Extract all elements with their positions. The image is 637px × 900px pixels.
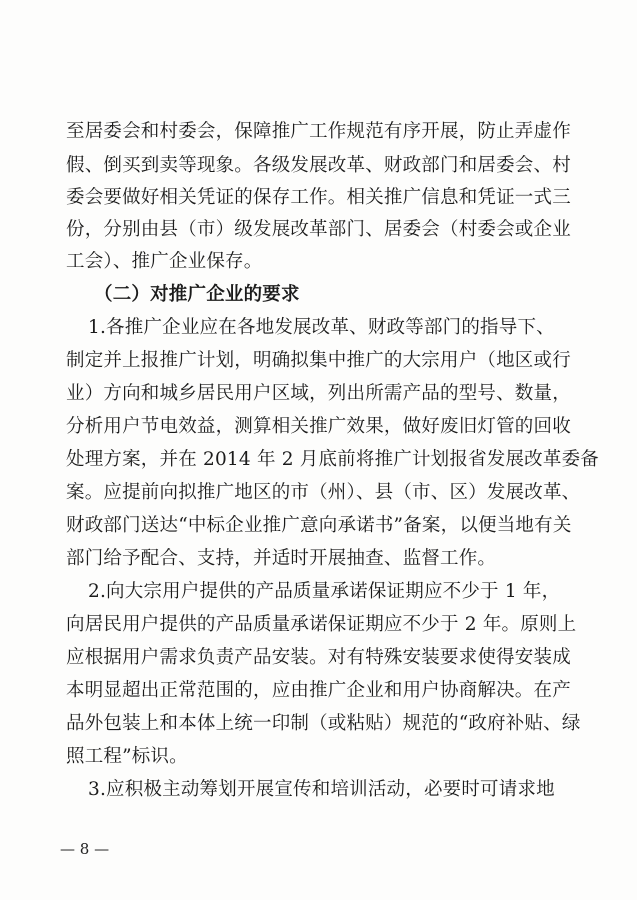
paragraph-line: 品外包装上和本体上统一印制（或粘贴）规范的“政府补贴、绿 <box>66 713 581 734</box>
paragraph-line: 工会）、推广企业保存。 <box>66 251 263 272</box>
paragraph-line: 本明显超出正常范围的，应由推广企业和用户协商解决。在产 <box>66 680 571 701</box>
paragraph-line: 至居委会和村委会，保障推广工作规范有序开展，防止弄虚作 <box>66 121 571 142</box>
section-heading: （二）对推广企业的要求 <box>94 284 300 305</box>
paragraph-line: 分析用户节电效益，测算相关推广效果，做好废旧灯管的回收 <box>66 416 571 437</box>
paragraph-line: 份，分别由县（市）级发展改革部门、居委会（村委会或企业 <box>66 219 571 240</box>
page-number: — 8 — <box>60 840 110 858</box>
paragraph-line: 3.应积极主动筹划开展宣传和培训活动，必要时可请求地 <box>88 779 555 800</box>
paragraph-line: 1.各推广企业应在各地发展改革、财政等部门的指导下、 <box>88 317 555 338</box>
paragraph-line: 制定并上报推广计划，明确拟集中推广的大宗用户（地区或行 <box>66 350 571 371</box>
paragraph-line: 应根据用户需求负责产品安装。对有特殊安装要求使得安装成 <box>66 647 571 668</box>
paragraph-line: 案。应提前向拟推广地区的市（州）、县（市、区）发展改革、 <box>66 482 581 503</box>
paragraph-line: 财政部门送达“中标企业推广意向承诺书”备案，以便当地有关 <box>66 515 572 536</box>
paragraph-line: 处理方案，并在 2014 年 2 月底前将推广计划报省发展改革委备 <box>66 449 599 470</box>
paragraph-line: 部门给予配合、支持，并适时开展抽查、监督工作。 <box>66 548 497 569</box>
paragraph-line: 照工程”标识。 <box>66 746 188 767</box>
paragraph-line: 2.向大宗用户提供的产品质量承诺保证期应不少于 1 年， <box>88 581 561 602</box>
paragraph-line: 假、倒买到卖等现象。各级发展改革、财政部门和居委会、村 <box>66 155 571 176</box>
paragraph-line: 委会要做好相关凭证的保存工作。相关推广信息和凭证一式三 <box>66 187 571 208</box>
paragraph-line: 向居民用户提供的产品质量承诺保证期应不少于 2 年。原则上 <box>66 614 577 635</box>
paragraph-line: 业）方向和城乡居民用户区域，列出所需产品的型号、数量， <box>66 383 571 404</box>
